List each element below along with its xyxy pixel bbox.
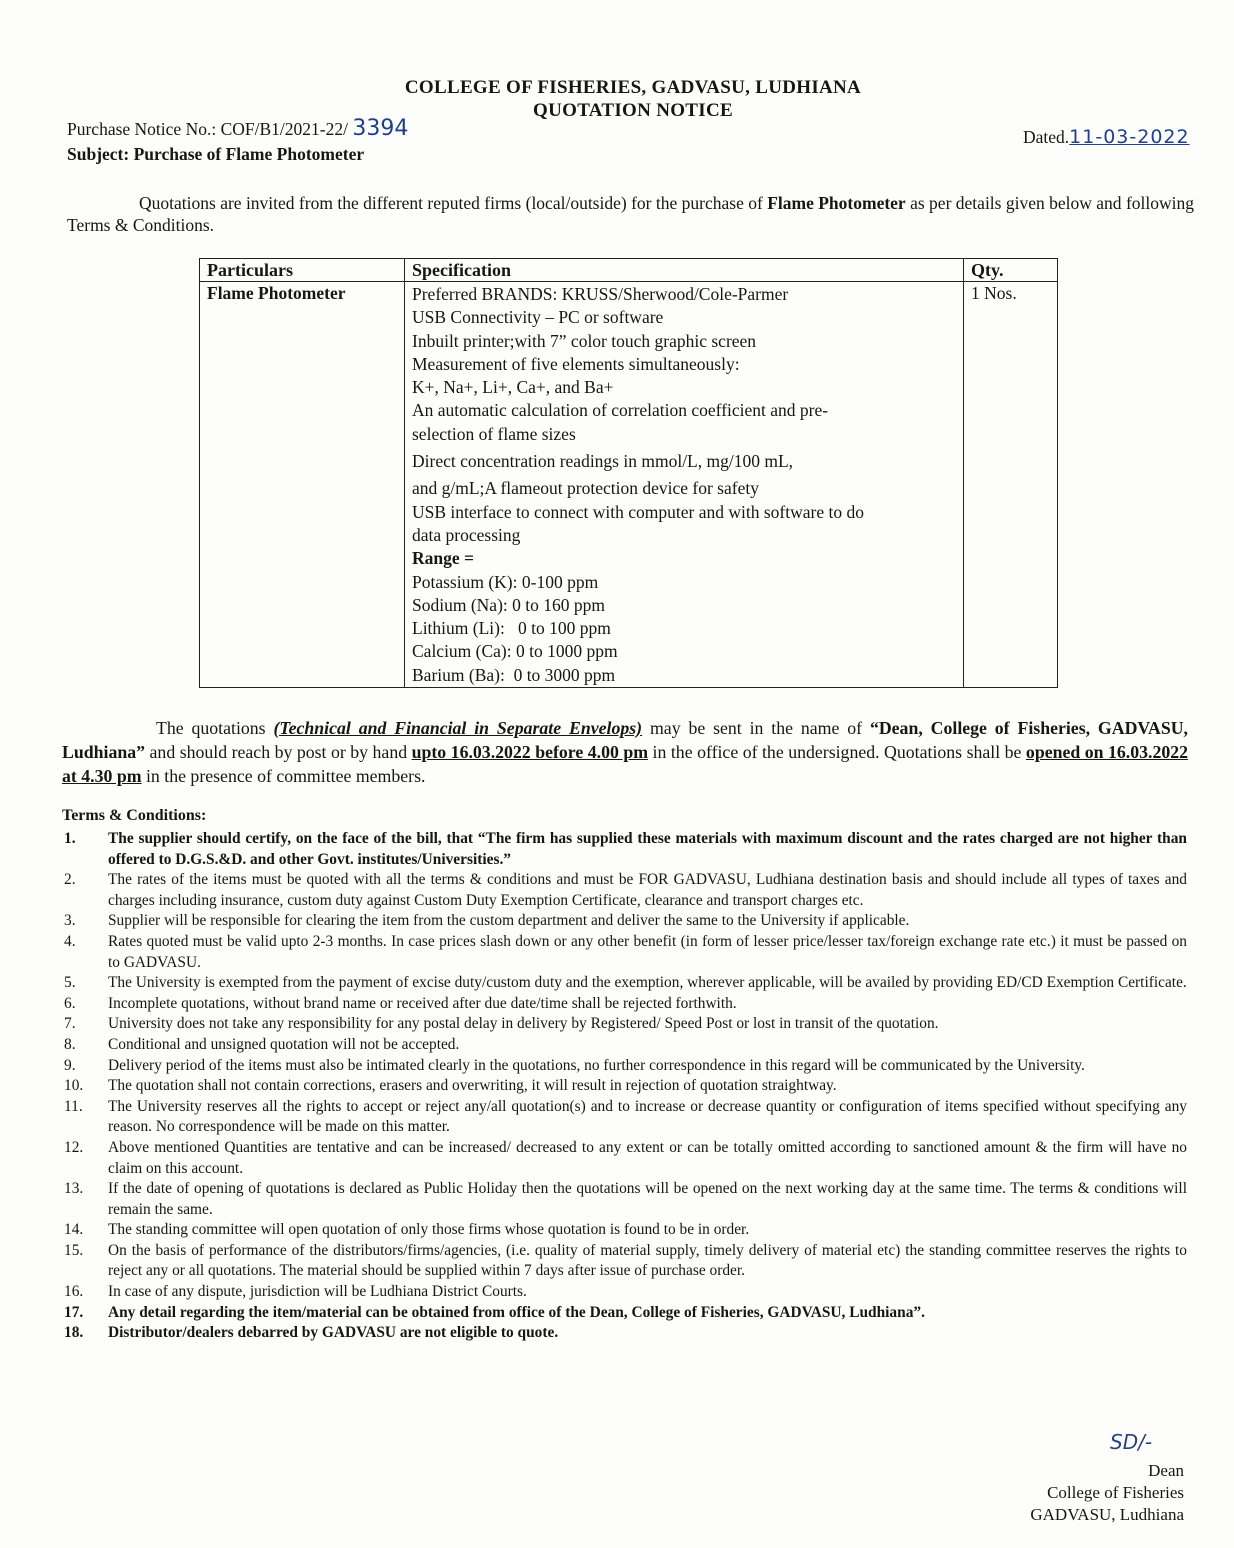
term-number: 4.: [64, 932, 76, 950]
college-heading: COLLEGE OF FISHERIES, GADVASU, LUDHIANA: [404, 77, 862, 98]
list-item: [62, 1138, 1187, 1179]
spec-line: Measurement of five elements simultaneously:: [412, 353, 740, 374]
intro-item: Flame Photometer: [767, 193, 906, 213]
list-item: [62, 932, 1187, 973]
submission-text: may be sent in the name of: [649, 718, 863, 738]
term-text: Rates quoted must be valid upto 2-3 months. In case prices slash down or any other benefit (in form of lesser price/lesser tax/foreign exchange rate etc.) it must be passed on to GADVASU.: [108, 932, 1187, 971]
term-text: The rates of the items must be quoted with all the terms & conditions and must be FOR GADVASU, Ludhiana destination basis and should include all types of taxes and charges including insurance, custom duty against Custom Duty Exemption Certificate, clearance and transport charges etc.: [108, 871, 1187, 909]
term-number: 12.: [64, 1138, 84, 1156]
term-number: 8.: [64, 1035, 76, 1053]
particular-cell: Flame Photometer: [200, 282, 405, 688]
addressee: “Dean, College of Fisheries, GADVASU, Ludhiana”: [62, 718, 1189, 762]
list-item: [62, 1035, 1187, 1056]
term-text: University does not take any responsibility for any postal delay in delivery by Registered/ Speed Post or lost in transit of the quotation.: [108, 1015, 939, 1033]
list-item: [62, 1056, 1187, 1077]
opening-time: opened on 16.03.2022 at 4.30 pm: [62, 742, 1189, 786]
term-number: 6.: [64, 994, 76, 1012]
envelope-note: (Technical and Financial in Separate Envelops): [273, 718, 643, 738]
term-text: Incomplete quotations, without brand name or received after due date/time shall be rejected forthwith.: [108, 994, 737, 1012]
handwritten-date: 11-03-2022: [1069, 126, 1190, 148]
term-text: In case of any dispute, jurisdiction will be Ludhiana District Courts.: [108, 1283, 527, 1301]
spec-line: USB Connectivity – PC or software: [412, 307, 664, 328]
term-text: The supplier should certify, on the face of the bill, that “The firm has supplied these materials with maximum discount and the rates charged are not higher than offered to D.G.S.&D. and other Govt. institutes/Universities.”: [108, 830, 1187, 868]
term-text: Delivery period of the items must also be intimated clearly in the quotations, no further correspondence in this regard will be communicated by the University.: [108, 1056, 1085, 1074]
intro-paragraph: [67, 192, 1194, 236]
handwritten-notice-number: 3394: [352, 116, 409, 141]
specification-cell: [405, 282, 964, 688]
list-item: [62, 1097, 1187, 1138]
signature-block: [960, 1460, 1184, 1526]
term-number: 15.: [64, 1241, 84, 1259]
signatory-college: College of Fisheries: [1047, 1483, 1184, 1502]
header-particulars: Particulars: [200, 259, 405, 282]
dated-field: [1023, 126, 1190, 148]
term-number: 16.: [64, 1283, 84, 1301]
header-specification: Specification: [405, 259, 964, 282]
term-number: 1.: [64, 830, 76, 847]
list-item: [62, 1220, 1187, 1241]
spec-line: An automatic calculation of correlation coefficient and pre-: [412, 400, 829, 421]
list-item: [62, 1179, 1187, 1220]
purchase-notice-number: [67, 116, 408, 141]
table-row: [200, 282, 1058, 688]
term-text: The University reserves all the rights to accept or reject any/all quotation(s) and to increase or decrease quantity or configuration of items specified without specifying any reason. No correspondence will be made on this matter.: [108, 1097, 1187, 1136]
list-item: [62, 1303, 1187, 1324]
term-text: Conditional and unsigned quotation will not be accepted.: [108, 1035, 460, 1053]
list-item: [62, 994, 1187, 1015]
term-text: On the basis of performance of the distributors/firms/agencies, (i.e. quality of material supply, timely delivery of material etc) the standing committee reserves the rights to reject any or all quotations. The material should be supplied within 7 days after issue of purchase order.: [108, 1241, 1187, 1280]
header-qty: Qty.: [964, 259, 1058, 282]
table-header-row: [200, 259, 1058, 282]
specification-table: [199, 258, 1058, 688]
list-item: [62, 1323, 1187, 1344]
submission-paragraph: [62, 716, 1188, 788]
term-text: Supplier will be responsible for clearing the item from the custom department and deliver the same to the University if applicable.: [108, 912, 910, 930]
deadline: upto 16.03.2022 before 4.00 pm: [411, 742, 649, 762]
term-text: The quotation shall not contain corrections, erasers and overwriting, it will result in rejection of quotation straightway.: [108, 1077, 837, 1095]
term-number: 13.: [64, 1180, 84, 1198]
dated-label: Dated.: [1023, 127, 1070, 147]
submission-text: in the office of the undersigned. Quotations shall be: [652, 742, 1022, 762]
spec-line: USB interface to connect with computer and with software to do: [412, 501, 864, 522]
list-item: [62, 1014, 1187, 1035]
terms-list: [62, 829, 1187, 1344]
term-text: Above mentioned Quantities are tentative and can be increased/ decreased to any extent or can be totally omitted according to sanctioned amount & the firm will have no claim on this account.: [108, 1138, 1187, 1177]
spec-line: K+, Na+, Li+, Ca+, and Ba+: [412, 377, 614, 398]
range-line: Potassium (K): 0-100 ppm: [412, 571, 599, 592]
submission-text: The quotations: [156, 718, 266, 738]
list-item: [62, 973, 1187, 994]
signature-mark: SD/-: [1110, 1430, 1153, 1454]
purchase-notice-label: Purchase Notice No.: COF/B1/2021-22/: [67, 119, 348, 139]
term-number: 2.: [64, 871, 76, 889]
range-line: Sodium (Na): 0 to 160 ppm: [412, 594, 605, 615]
term-number: 7.: [64, 1015, 76, 1033]
spec-line: selection of flame sizes: [412, 423, 576, 444]
term-number: 5.: [64, 974, 76, 992]
terms-title: Terms & Conditions:: [62, 807, 207, 824]
submission-text: in the presence of committee members.: [145, 766, 426, 786]
range-label: Range =: [412, 548, 474, 569]
term-text: Any detail regarding the item/material can be obtained from office of the Dean, College of Fisheries, GADVASU, Ludhiana”.: [108, 1303, 925, 1321]
term-number: 10.: [64, 1077, 84, 1095]
signatory-title: Dean: [1148, 1461, 1184, 1480]
term-number: 18.: [64, 1324, 84, 1342]
term-number: 14.: [64, 1221, 84, 1239]
spec-line: Inbuilt printer;with 7” color touch graphic screen: [412, 330, 757, 351]
range-line: Lithium (Li): 0 to 100 ppm: [412, 618, 611, 639]
term-text: The standing committee will open quotation of only those firms whose quotation is found to be in order.: [108, 1221, 750, 1239]
list-item: [62, 870, 1187, 911]
term-number: 17.: [64, 1303, 84, 1321]
list-item: [62, 1076, 1187, 1097]
spec-line: Direct concentration readings in mmol/L, mg/100 mL,: [412, 451, 794, 472]
intro-text-a: Quotations are invited from the different reputed firms (local/outside) for the purchase of: [139, 193, 763, 213]
range-line: Calcium (Ca): 0 to 1000 ppm: [412, 641, 618, 662]
term-number: 11.: [64, 1097, 83, 1115]
spec-line: data processing: [412, 524, 521, 545]
list-item: [62, 1241, 1187, 1282]
submission-text: and should reach by post or by hand: [149, 742, 408, 762]
list-item: [62, 1282, 1187, 1303]
notice-title: QUOTATION NOTICE: [533, 100, 733, 121]
intro-text-b: as per details given below and following Terms & Conditions.: [67, 193, 1194, 235]
qty-cell: 1 Nos.: [964, 282, 1058, 688]
subject-line: Subject: Purchase of Flame Photometer: [67, 144, 365, 164]
term-text: Distributor/dealers debarred by GADVASU are not eligible to quote.: [108, 1324, 559, 1342]
term-number: 9.: [64, 1056, 76, 1074]
list-item: [62, 829, 1187, 870]
term-text: The University is exempted from the payment of excise duty/custom duty and the exemption, wherever applicable, will be availed by providing ED/CD Exemption Certificate.: [108, 974, 1187, 992]
list-item: [62, 911, 1187, 932]
term-number: 3.: [64, 912, 76, 930]
range-line: Barium (Ba): 0 to 3000 ppm: [412, 664, 616, 685]
spec-line: and g/mL;A flameout protection device for safety: [412, 478, 759, 499]
signatory-university: GADVASU, Ludhiana: [1030, 1505, 1184, 1524]
term-text: If the date of opening of quotations is declared as Public Holiday then the quotations will be opened on the next working day at the same time. The terms & conditions will remain the same.: [108, 1180, 1187, 1218]
spec-line: Preferred BRANDS: KRUSS/Sherwood/Cole-Parmer: [412, 284, 789, 304]
